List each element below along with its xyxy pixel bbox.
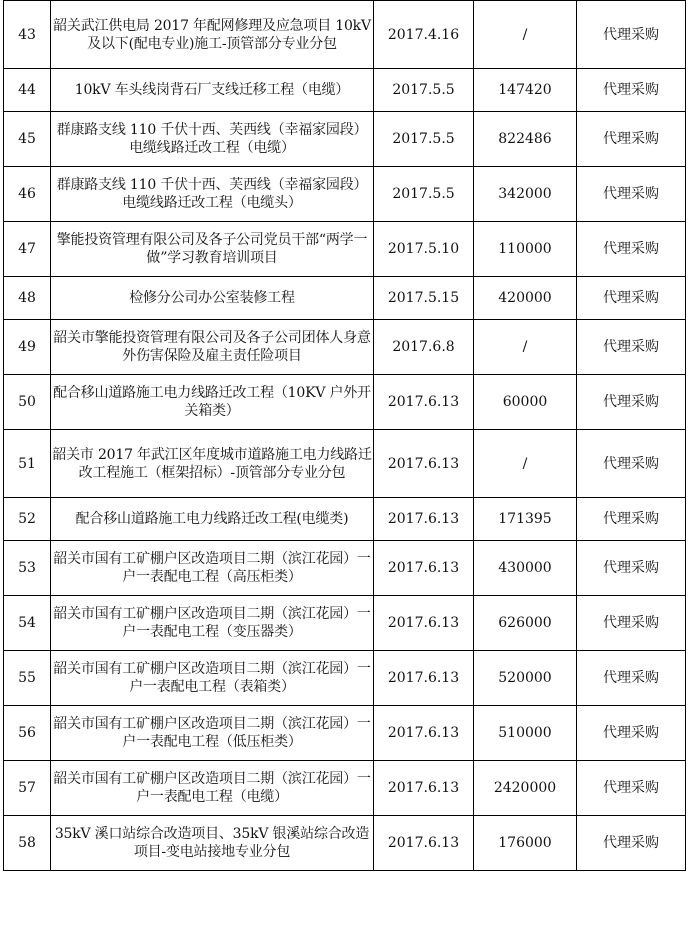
table-row [4,222,686,277]
amount-cell: / [474,430,577,498]
row-number: 53 [4,541,51,596]
amount-cell: 520000 [474,651,577,706]
date-cell: 2017.6.13 [374,430,474,498]
row-number: 47 [4,222,51,277]
date-cell: 2017.5.5 [374,112,474,167]
method-cell: 代理采购 [577,222,686,277]
amount-cell: 60000 [474,375,577,430]
project-name: 配合移山道路施工电力线路迁改工程(电缆类) [51,498,374,541]
project-name: 10kV 车头线岗背石厂支线迁移工程（电缆） [51,69,374,112]
row-number: 58 [4,816,51,871]
method-cell: 代理采购 [577,596,686,651]
project-name: 韶关市 2017 年武江区年度城市道路施工电力线路迁改工程施工（框架招标）-顶管部分专业分包 [51,430,374,498]
row-number: 43 [4,1,51,69]
amount-cell: 176000 [474,816,577,871]
amount-cell: 171395 [474,498,577,541]
table-row [4,375,686,430]
project-name: 擎能投资管理有限公司及各子公司党员干部“两学一做”学习教育培训项目 [51,222,374,277]
table-row [4,320,686,375]
date-cell: 2017.6.8 [374,320,474,375]
date-cell: 2017.6.13 [374,651,474,706]
amount-cell: / [474,320,577,375]
row-number: 57 [4,761,51,816]
date-cell: 2017.5.5 [374,69,474,112]
amount-cell: 342000 [474,167,577,222]
amount-cell: / [474,1,577,69]
date-cell: 2017.6.13 [374,761,474,816]
table-row [4,167,686,222]
project-name: 35kV 溪口站综合改造项目、35kV 银溪站综合改造项目-变电站接地专业分包 [51,816,374,871]
project-name: 韶关市国有工矿棚户区改造项目二期（滨江花园）一户一表配电工程（高压柜类） [51,541,374,596]
table-row [4,706,686,761]
row-number: 51 [4,430,51,498]
method-cell: 代理采购 [577,761,686,816]
table-row [4,498,686,541]
method-cell: 代理采购 [577,430,686,498]
method-cell: 代理采购 [577,541,686,596]
date-cell: 2017.5.15 [374,277,474,320]
date-cell: 2017.4.16 [374,1,474,69]
amount-cell: 430000 [474,541,577,596]
amount-cell: 626000 [474,596,577,651]
date-cell: 2017.6.13 [374,498,474,541]
table-row [4,1,686,69]
method-cell: 代理采购 [577,167,686,222]
date-cell: 2017.5.10 [374,222,474,277]
method-cell: 代理采购 [577,651,686,706]
date-cell: 2017.6.13 [374,541,474,596]
project-name: 韶关市国有工矿棚户区改造项目二期（滨江花园）一户一表配电工程（变压器类） [51,596,374,651]
date-cell: 2017.6.13 [374,706,474,761]
row-number: 46 [4,167,51,222]
amount-cell: 110000 [474,222,577,277]
row-number: 50 [4,375,51,430]
method-cell: 代理采购 [577,277,686,320]
table-row [4,112,686,167]
project-name: 配合移山道路施工电力线路迁改工程（10KV 户外开关箱类） [51,375,374,430]
amount-cell: 510000 [474,706,577,761]
row-number: 55 [4,651,51,706]
date-cell: 2017.5.5 [374,167,474,222]
project-name: 韶关市擎能投资管理有限公司及各子公司团体人身意外伤害保险及雇主责任险项目 [51,320,374,375]
row-number: 56 [4,706,51,761]
table-row [4,277,686,320]
row-number: 48 [4,277,51,320]
row-number: 52 [4,498,51,541]
amount-cell: 2420000 [474,761,577,816]
table-row [4,761,686,816]
row-number: 54 [4,596,51,651]
date-cell: 2017.6.13 [374,375,474,430]
method-cell: 代理采购 [577,706,686,761]
project-name: 群康路支线 110 千伏十西、芙西线（幸福家园段）电缆线路迁改工程（电缆） [51,112,374,167]
method-cell: 代理采购 [577,320,686,375]
method-cell: 代理采购 [577,112,686,167]
method-cell: 代理采购 [577,498,686,541]
amount-cell: 822486 [474,112,577,167]
date-cell: 2017.6.13 [374,816,474,871]
row-number: 49 [4,320,51,375]
amount-cell: 420000 [474,277,577,320]
date-cell: 2017.6.13 [374,596,474,651]
row-number: 45 [4,112,51,167]
method-cell: 代理采购 [577,1,686,69]
project-name: 韶关市国有工矿棚户区改造项目二期（滨江花园）一户一表配电工程（低压柜类） [51,706,374,761]
row-number: 44 [4,69,51,112]
table-row [4,816,686,871]
project-name: 检修分公司办公室装修工程 [51,277,374,320]
project-name: 韶关武江供电局 2017 年配网修理及应急项目 10kV 及以下(配电专业)施工-顶管部分专业分包 [51,1,374,69]
project-name: 韶关市国有工矿棚户区改造项目二期（滨江花园）一户一表配电工程（电缆） [51,761,374,816]
method-cell: 代理采购 [577,375,686,430]
table-row [4,596,686,651]
table-row [4,651,686,706]
amount-cell: 147420 [474,69,577,112]
method-cell: 代理采购 [577,69,686,112]
procurement-table [3,0,686,871]
table-row [4,69,686,112]
project-name: 群康路支线 110 千伏十西、芙西线（幸福家园段）电缆线路迁改工程（电缆头） [51,167,374,222]
method-cell: 代理采购 [577,816,686,871]
table-row [4,430,686,498]
table-row [4,541,686,596]
project-name: 韶关市国有工矿棚户区改造项目二期（滨江花园）一户一表配电工程（表箱类） [51,651,374,706]
